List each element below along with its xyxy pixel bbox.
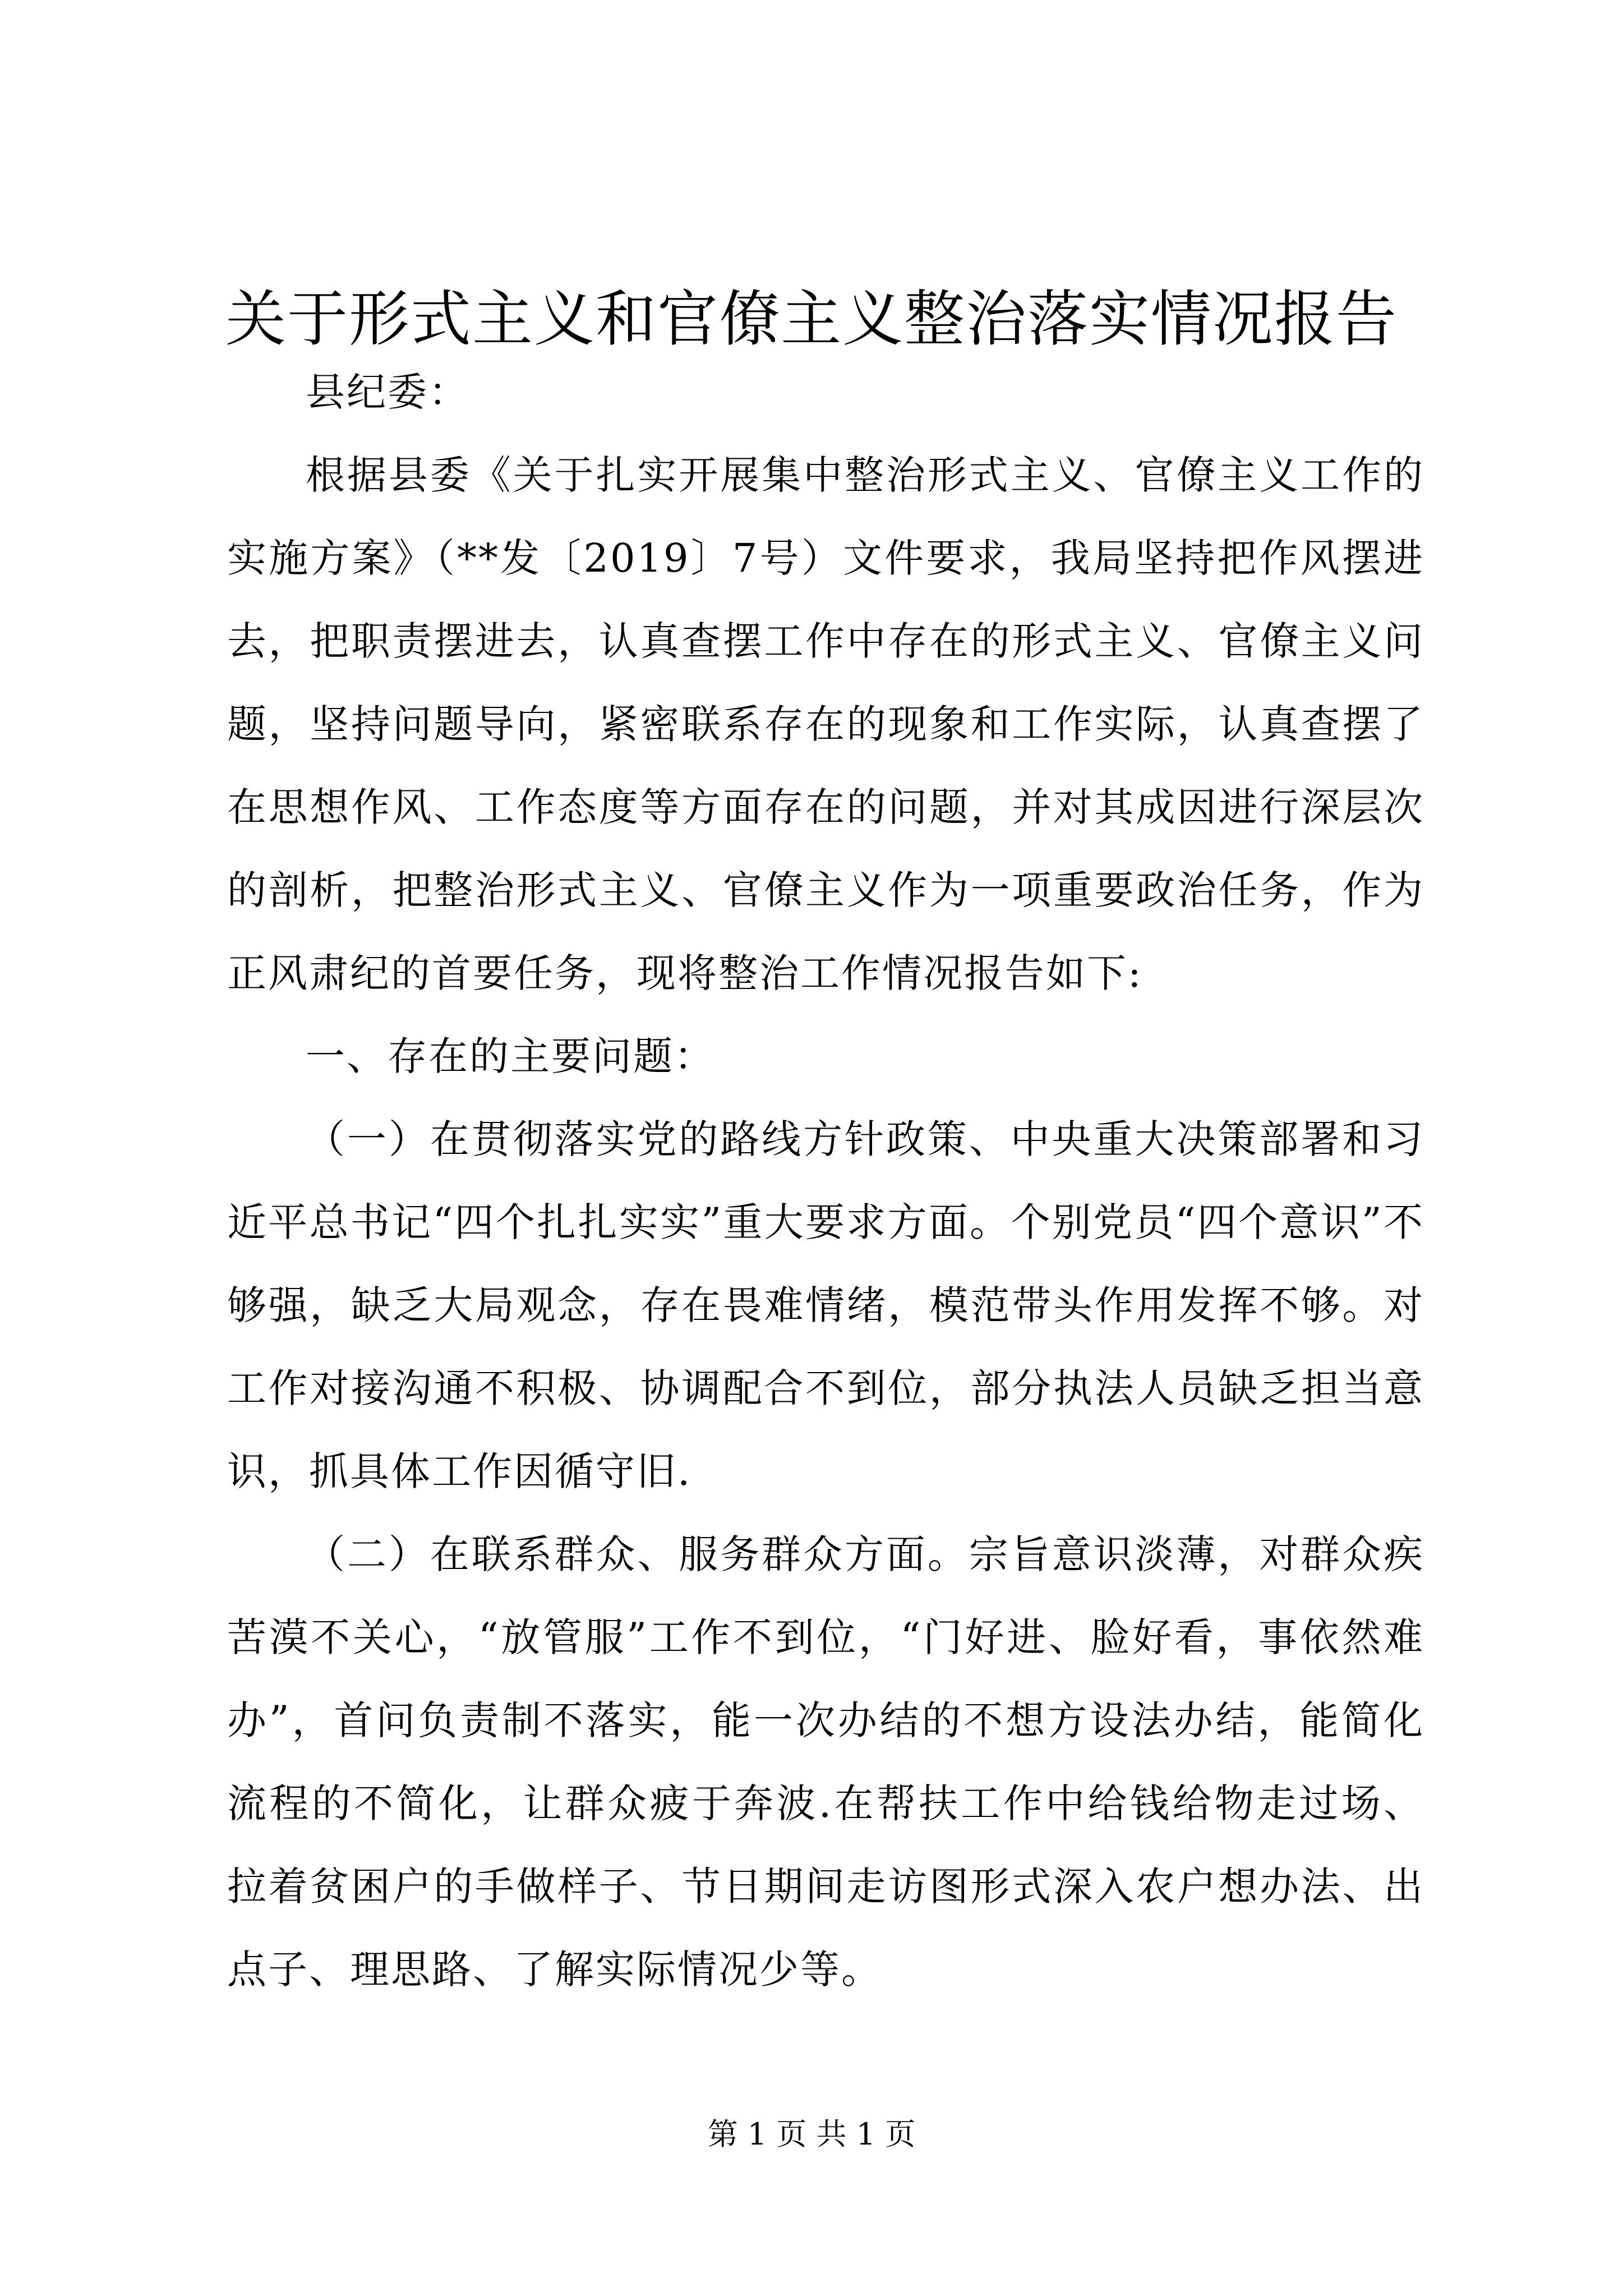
paragraph-intro: 根据县委《关于扎实开展集中整治形式主义、官僚主义工作的实施方案》（**发〔2019〕7号）文件要求，我局坚持把作风摆进去，把职责摆进去，认真查摆工作中存在的形式主义、官僚主义问题，坚持问题导向，紧密联系存在的现象和工作实际，认真查摆了在思想作风、工作态度等方面存在的问题，并对其成因进行深层次的剖析，把整治形式主义、官僚主义作为一项重要政治任务，作为正风肃纪的首要任务，现将整治工作情况报告如下: (227, 452, 1424, 996)
document-title: 关于形式主义和官僚主义整治落实情况报告 (225, 284, 1398, 355)
document-body (227, 351, 1424, 2011)
salutation: 县纪委： (306, 369, 469, 415)
paragraph-item-2: （二）在联系群众、服务群众方面。宗旨意识淡薄，对群众疾苦漠不关心，“放管服”工作不到位，“门好进、脸好看，事依然难办”，首问负责制不落实，能一次办结的不想方设法办结，能简化流程的不简化，让群众疲于奔波.在帮扶工作中给钱给物走过场、拉着贫困户的手做样子、节日期间走访图形式深入农户想办法、出点子、理思路、了解实际情况少等。 (227, 1531, 1424, 1993)
paragraph-item-1: （一）在贯彻落实党的路线方针政策、中央重大决策部署和习近平总书记“四个扎扎实实”重大要求方面。个别党员“四个意识”不够强，缺乏大局观念，存在畏难情绪，模范带头作用发挥不够。对工作对接沟通不积极、协调配合不到位，部分执法人员缺乏担当意识，抓具体工作因循守旧. (227, 1116, 1424, 1494)
section-heading: 一、存在的主要问题： (306, 1033, 715, 1079)
page-number: 第 1 页 共 1 页 (707, 2116, 916, 2152)
